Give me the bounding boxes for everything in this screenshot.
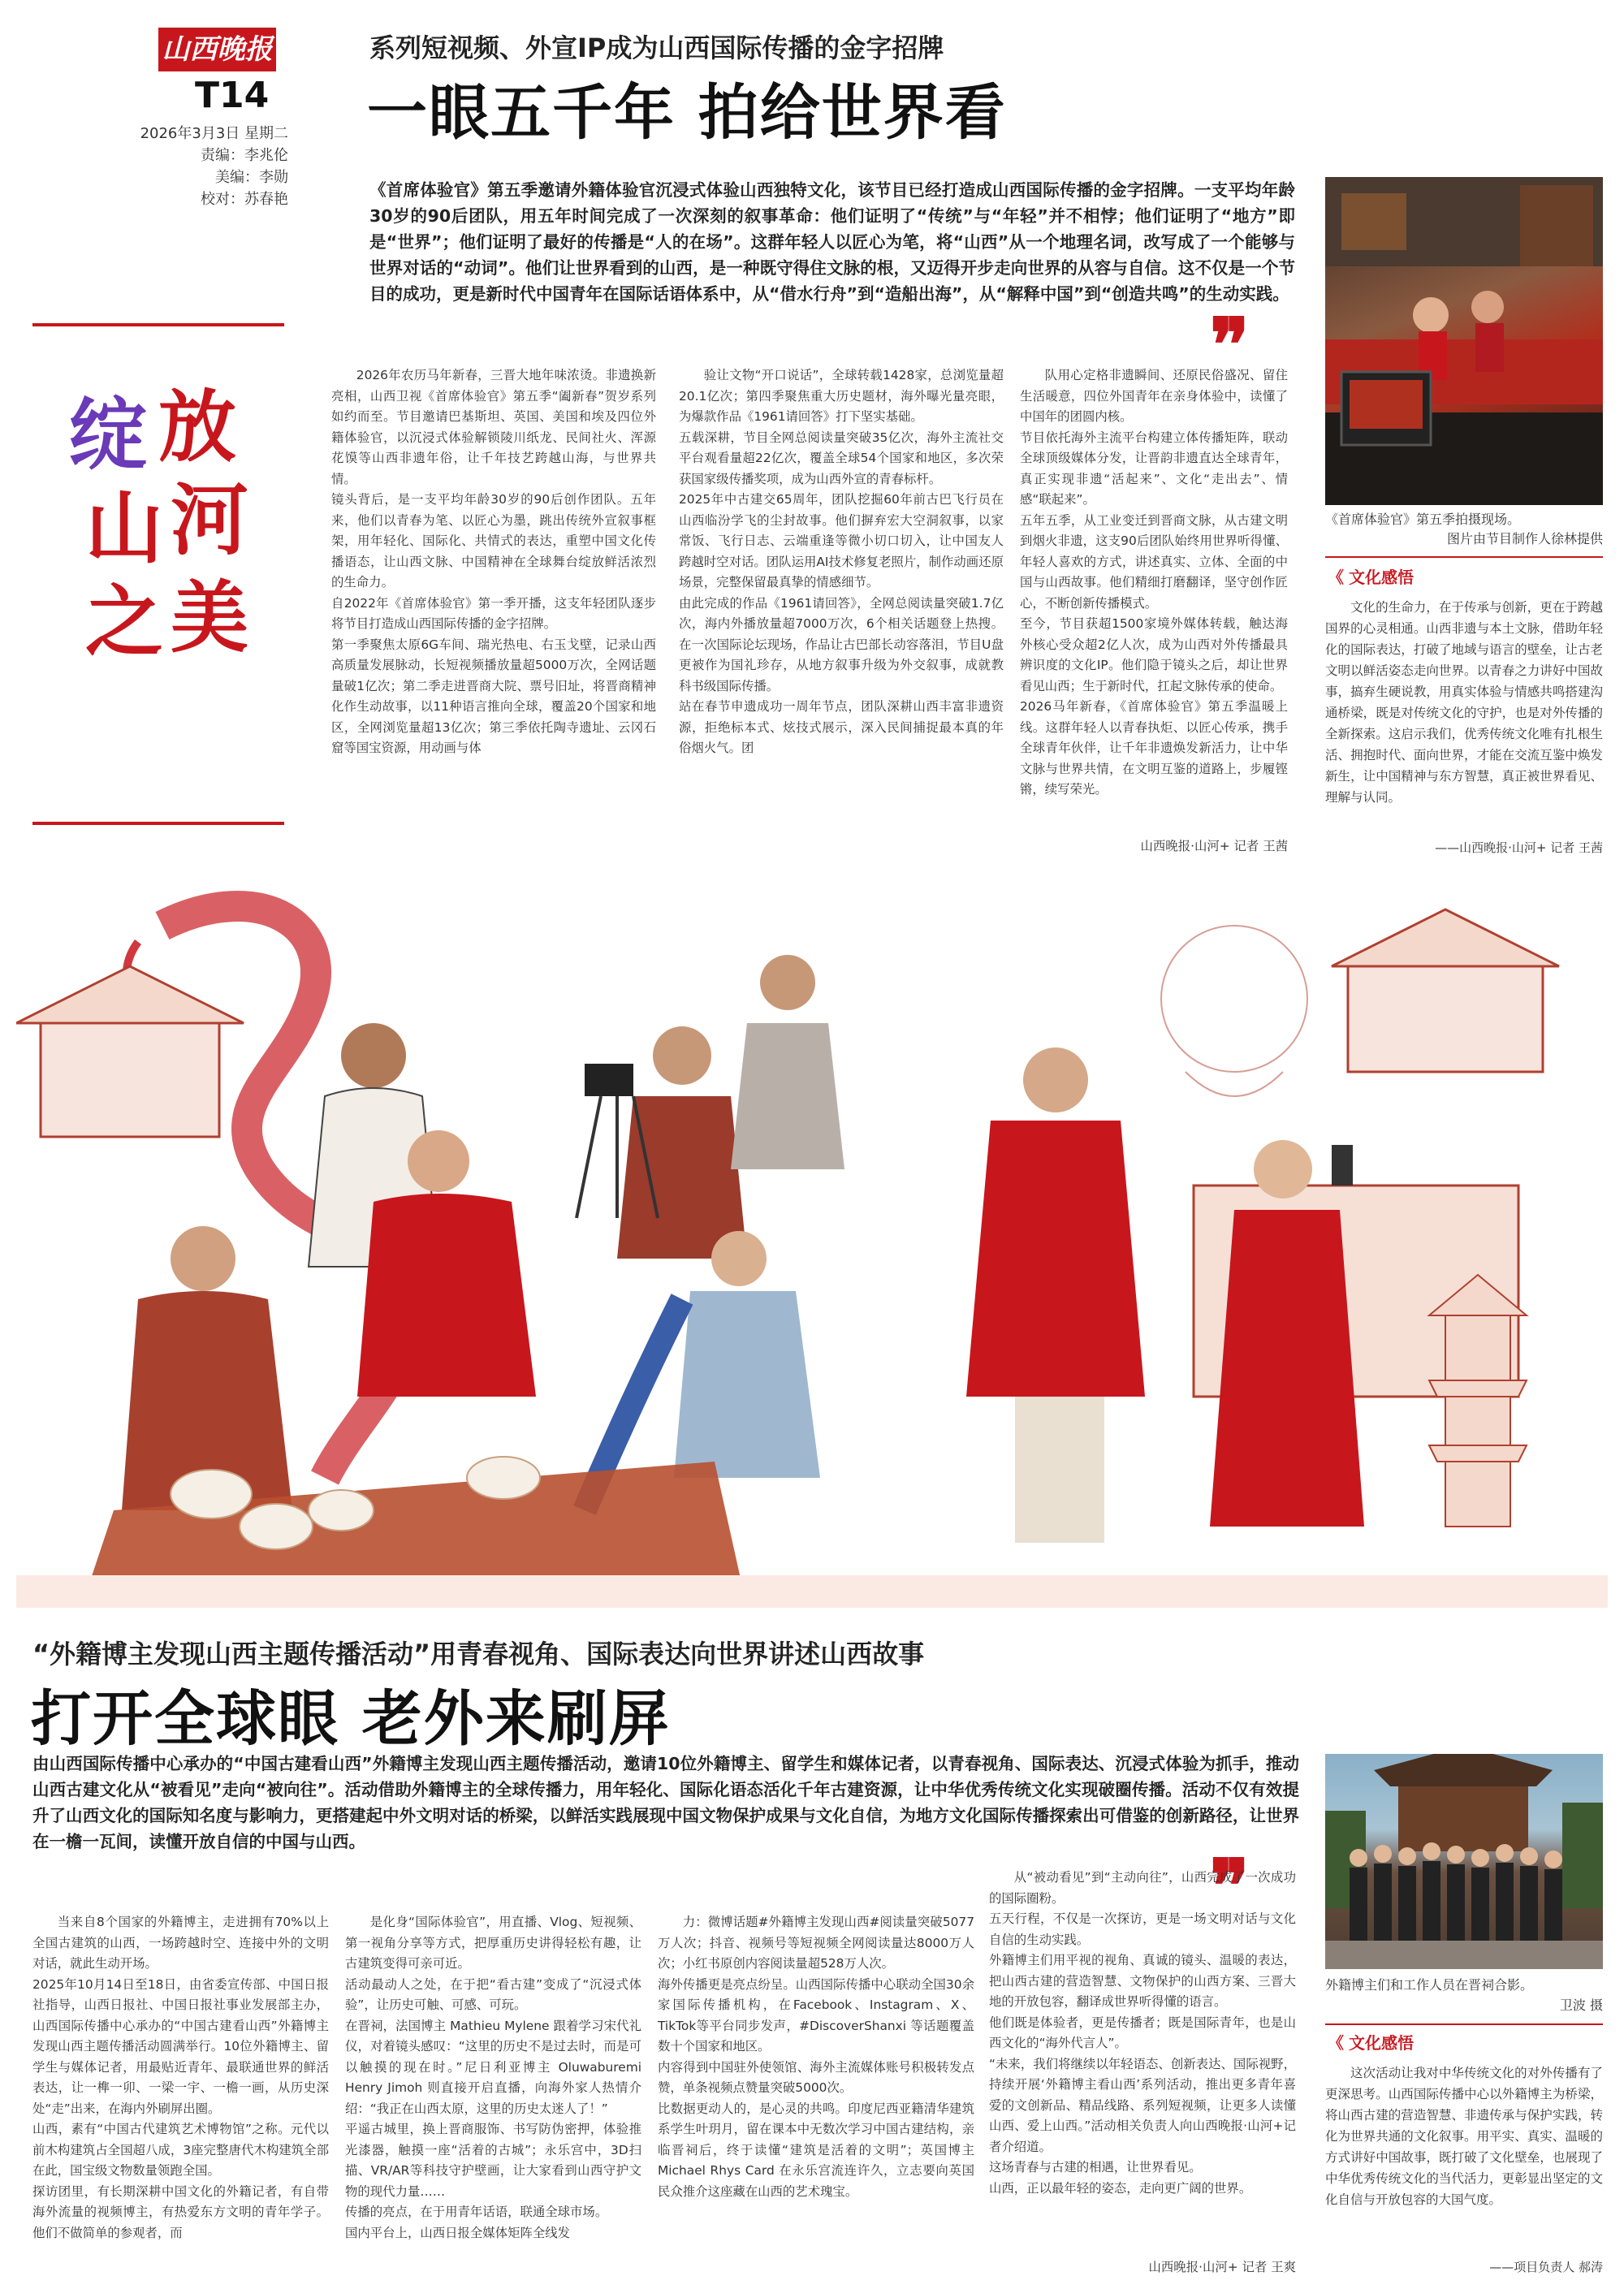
issue-date: 2026年3月3日 星期二 (140, 125, 288, 142)
illustration (16, 877, 1608, 1608)
article1-kicker: 系列短视频、外宣IP成为山西国际传播的金字招牌 (369, 32, 944, 63)
section-title-char: 河 (171, 474, 248, 566)
proofreader-credit: 校对：苏春艳 (201, 191, 288, 208)
article2-kicker: “外籍博主发现山西主题传播活动”用青春视角、国际表达向世界讲述山西故事 (32, 1639, 925, 1669)
article2-column-2: 是化身“国际体验官”，用直播、Vlog、短视频、第一视角分享等方式，把厚重历史讲得轻松有趣，让古建筑变得可亲可近。 活动最动人之处，在于把“看古建”变成了“沉浸式体验”，让历史可触、可感、可玩。 在晋祠，法国博主 Mathieu Mylene 跟着学习宋代礼仪，对着镜头感叹：“这里的历史不是过去时，而是可以触摸的现在时。”尼日利亚博主 Oluwaburemi Henry Jimoh 则直接开启直播，向海外家人热情介绍：“我正在山西太原，这里的历史太迷人了！” 平遥古城里，换上晋商服饰、书写防伪密押，体验推光漆器，触摸一座“活着的古城”；永乐宫中，3D扫描、VR/AR等科技守护壁画，让大家看到山西守护文物的现代力量…… 传播的亮点，在于用青年话语，联通全球市场。 国内平台上，山西日报全媒体矩阵全线发 (345, 1915, 641, 2240)
article2-column-1: 当来自8个国家的外籍博主，走进拥有70%以上全国古建筑的山西，一场跨越时空、连接中外的文明对话，就此生动开场。 2025年10月14日至18日，由省委宣传部、中国日报社指导，山西日报社、中国日报社事业发展部主办，山西国际传播中心承办的“中国古建看山西”外籍博主发现山西主题传播活动圆满举行。10位外籍博主、留学生与媒体记者，用最贴近青年、最联通世界的鲜活表达，让一榫一卯、一梁一宇、一檐一画，从历史深处“走”出来，在海内外刷屏出圈。 山西，素有“中国古代建筑艺术博物馆”之称。元代以前木构建筑占全国超八成，3座完整唐代木构建筑全部在此，国宝级文物数量领跑全国。 探访团里，有长期深耕中国文化的外籍记者，有自带海外流量的视频博主，有热爱东方文明的青年学子。他们不做简单的参观者，而 (32, 1915, 329, 2240)
photo-credit: 卫波 摄 (1559, 1997, 1603, 2013)
comment-tag-label: 文化感悟 (1349, 2033, 1414, 2053)
editor-credit: 责编：李兆伦 (201, 147, 288, 164)
quote-mark-icon: ❞ (1210, 302, 1250, 388)
article1-byline: 山西晚报·山河+ 记者 王茜 (1140, 839, 1288, 853)
quote-mark-icon: ❞ (1210, 1843, 1250, 1929)
section-title-char: 之 (85, 576, 163, 667)
newspaper-logo: 山西晚报 (158, 28, 276, 71)
group-photo (1325, 1754, 1603, 1969)
section-divider (32, 323, 284, 326)
photo-caption: 《首席体验官》第五季拍摄现场。 (1325, 512, 1521, 527)
section-title-char: 放 (158, 381, 236, 473)
article1-comment-byline: ——山西晚报·山河+ 记者 王茜 (1435, 840, 1603, 855)
article2-byline: 山西晚报·山河+ 记者 王爽 (1148, 2260, 1296, 2274)
comment-tag-label: 文化感悟 (1349, 568, 1414, 587)
section-divider (32, 822, 284, 825)
article2-column-3: 力：微博话题#外籍博主发现山西#阅读量突破5077万人次；抖音、视频号等短视频全网阅读量达8000万人次；小红书原创内容阅读量超528万人次。 海外传播更是亮点纷呈。山西国际传播中心联动全国30余家国际传播机构，在Facebook、Instagram、X、TikTok等平台同步发声，#DiscoverShanxi 等话题覆盖数十个国家和地区。 内容得到中国驻外使领馆、海外主流媒体账号积极转发点赞，单条视频点赞量突破5000次。 比数据更动人的，是心灵的共鸣。印度尼西亚籍清华建筑系学生叶玥月，留在课本中无数次学习中国古建结构，亲临晋祠后，终于读懂“建筑是活着的文明”；英国博主 Michael Rhys Card 在永乐宫流连许久，立志要向英国民众推介这座藏在山西的艺术瑰宝。 (658, 1915, 974, 2199)
section-title-char: 绽 (69, 389, 147, 481)
photo-caption: 外籍博主们和工作人员在晋祠合影。 (1325, 1977, 1534, 1993)
article1-comment: 文化的生命力，在于传承与创新，更在于跨越国界的心灵相通。山西非遗与本土文脉，借助年轻化的国际表达，打破了地域与语言的壁垒，让古老文明以鲜活姿态走向世界。以青春之力讲好中国故事，搞弃生硬说教，用真实体验与情感共鸣搭建沟通桥梁，既是对传统文化的守护，也是对外传播的全新探索。这启示我们，优秀传统文化唯有扎根生活、拥抱时代、面向世界，才能在交流互鉴中焕发新生，让中国精神与东方智慧，真正被世界看见、理解与认同。 (1325, 600, 1603, 805)
art-editor-credit: 美编：李勋 (215, 169, 288, 186)
filming-scene-photo (1325, 177, 1603, 505)
article2-comment: 这次活动让我对中华传统文化的对外传播有了更深思考。山西国际传播中心以外籍博主为桥梁，将山西古建的营造智慧、非遗传承与保护实践，转化为世界共通的文化叙事。用平实、真实、温暖的方式讲好中国故事，既打破了文化壁垒，也展现了中华优秀传统文化的当代活力，更彰显出坚定的文化自信与开放包容的大国气度。 (1325, 2066, 1603, 2207)
article2-headline: 打开全球眼 老外来刷屏 (31, 1684, 671, 1754)
section-title-char: 山 (85, 482, 163, 574)
comment-tag: 《 文化感悟 (1328, 568, 1414, 587)
article1-column-2: 验让文物“开口说话”，全球转载1428家，总浏览量超20.1亿次；第四季聚焦重大历史题材，海外曝光量亮眼，为爆款作品《1961请回答》打下坚实基础。 五载深耕，节目全网总阅读量突破35亿次，海外主流社交平台观看量超22亿次，覆盖全球54个国家和地区，多次荣获国家级传播奖项，成为山西外宣的青春标杆。 2025年中古建交65周年，团队挖掘60年前古巴飞行员在山西临汾学飞的尘封故事。他们摒弃宏大空洞叙事，以家常饭、飞行日志、云端重逢等微小切口切入，让中国友人跨越时空对话。团队运用AI技术修复老照片，制作动画还原场景，完整保留最真挚的情感细节。 由此完成的作品《1961请回答》，全网总阅读量突破1.7亿次，海内外播放量超7000万次，6个相关话题登上热搜。在一次国际论坛现场，作品让古巴部长动容落泪，节目U盘更被作为国礼珍存，从地方叙事升级为外交叙事，成就教科书级国际传播。 站在春节申遗成功一周年节点，团队深耕山西丰富非遗资源，拒绝标本式、炫技式展示，深入民间捕捉最本真的年俗烟火气。团 (679, 368, 1004, 755)
page-number: T14 (195, 75, 270, 116)
article2-column-4: 从“被动看见”到“主动向往”，山西完成了一次成功的国际圈粉。 五天行程，不仅是一次探访，更是一场文明对话与文化自信的生动实践。 外籍博主们用平视的视角、真诚的镜头、温暖的表达，把山西古建的营造智慧、文物保护的山西方案、三晋大地的开放包容，翻译成世界听得懂的语言。 他们既是体验者，更是传播者；既是国际青年，也是山西文化的“海外代言人”。 “未来，我们将继续以年轻语态、创新表达、国际视野，持续开展‘外籍博主看山西’系列活动，推出更多青年喜爱的文创新品、精品线路、系列短视频，让更多人读懂山西、爱上山西。”活动相关负责人向山西晚报·山河+记者介绍道。 这场青春与古建的相遇，让世界看见。 山西，正以最年轻的姿态，走向更广阔的世界。 (989, 1870, 1296, 2196)
comment-tag: 《 文化感悟 (1328, 2033, 1414, 2053)
article1-headline: 一眼五千年 拍给世界看 (367, 78, 1007, 148)
divider (1325, 2023, 1603, 2025)
section-title-char: 美 (171, 572, 248, 663)
article2-lead: 由山西国际传播中心承办的“中国古建看山西”外籍博主发现山西主题传播活动，邀请10位外籍博主、留学生和媒体记者，以青春视角、国际表达、沉浸式体验为抓手，推动山西古建文化从“被看见”走向“被向往”。活动借助外籍博主的全球传播力，用年轻化、国际化语态活化千年古建资源，让中华优秀传统文化实现破圈传播。活动不仅有效提升了山西文化的国际知名度与影响力，更搭建起中外文明对话的桥梁，以鲜活实践展现中国文物保护成果与文化自信，为地方文化国际传播探索出可借鉴的创新路径，让世界在一檐一瓦间，读懂开放自信的中国与山西。 (32, 1754, 1299, 1851)
article1-column-1: 2026年农历马年新春，三晋大地年味浓烫。非遗换新亮相，山西卫视《首席体验官》第五季“阖新春”贺岁系列如约而至。节目邀请巴基斯坦、英国、美国和埃及四位外籍体验官，以沉浸式体验解锁陵川纸龙、民间社火、浑源花馍等山西非遗年俗，让千年技艺跨越山海，与世界共情。 镜头背后，是一支平均年龄30岁的90后创作团队。五年来，他们以青春为笔、以匠心为墨，跳出传统外宣叙事框架，用年轻化、国际化、共情式的表达，重塑中国文化传播语态，让山西文脉、中国精神在全球舞台绽放鲜活浓烈的生命力。 自2022年《首席体验官》第一季开播，这支年轻团队逐步将节目打造成山西国际传播的金字招牌。 第一季聚焦太原6G车间、瑞光热电、右玉戈壁，记录山西高质量发展脉动，长短视频播放量超5000万次，全网话题量破1亿次；第二季走进晋商大院、票号旧址，将晋商精神化作生动故事，以11种语言推向全球，覆盖20个国家和地区，全网浏览量超13亿次；第三季依托陶寺遗址、云冈石窟等国宝资源，用动画与体 (331, 368, 656, 755)
photo-credit: 图片由节目制作人徐林提供 (1446, 531, 1603, 546)
article1-column-3: 队用心定格非遗瞬间、还原民俗盛况、留住生活暖意，四位外国青年在亲身体验中，读懂了中国年的团圆内核。 节目依托海外主流平台构建立体传播矩阵，联动全球顶级媒体分发，让晋韵非遗直达全球青年，真正实现非遗“活起来”、文化“走出去”、情感“联起来”。 五年五季，从工业变迁到晋商文脉，从古建文明到烟火非遗，这支90后团队始终用世界听得懂、年轻人喜欢的方式，讲述真实、立体、全面的中国与山西故事。他们精细打磨翻译，坚守创作匠心，不断创新传播模式。 至今，节目获超1500家境外媒体转载，触达海外核心受众超2亿人次，成为山西对外传播最具辨识度的文化IP。他们隐于镜头之后，却让世界看见山西；生于新时代，扛起文脉传承的使命。 2026马年新春，《首席体验官》第五季温暖上线。这群年轻人以青春执炬、以匠心传承，携手全球青年伙伴，让千年非遗焕发新活力，让中华文脉与世界共情，在文明互鉴的道路上，步履铿锵，续写荣光。 (1020, 368, 1288, 797)
article1-lead: 《首席体验官》第五季邀请外籍体验官沉浸式体验山西独特文化，该节目已经打造成山西国际传播的金字招牌。一支平均年龄30岁的90后团队，用五年时间完成了一次深刻的叙事革命：他们证明了“传统”与“年轻”并不相悖；他们证明了“地方”即是“世界”；他们证明了最好的传播是“人的在场”。这群年轻人以匠心为笔，将“山西”从一个地理名词，改写成了一个能够与世界对话的“动词”。他们让世界看到的山西，是一种既守得住文脉的根，又迈得开步走向世界的从容与自信。这不仅是一个节目的成功，更是新时代中国青年在国际话语体系中，从“借水行舟”到“造船出海”，从“解释中国”到“创造共鸣”的生动实践。 (369, 180, 1295, 304)
divider (1325, 556, 1603, 558)
section-title (69, 374, 280, 666)
article2-comment-byline: ——项目负责人 郝涛 (1489, 2260, 1603, 2274)
